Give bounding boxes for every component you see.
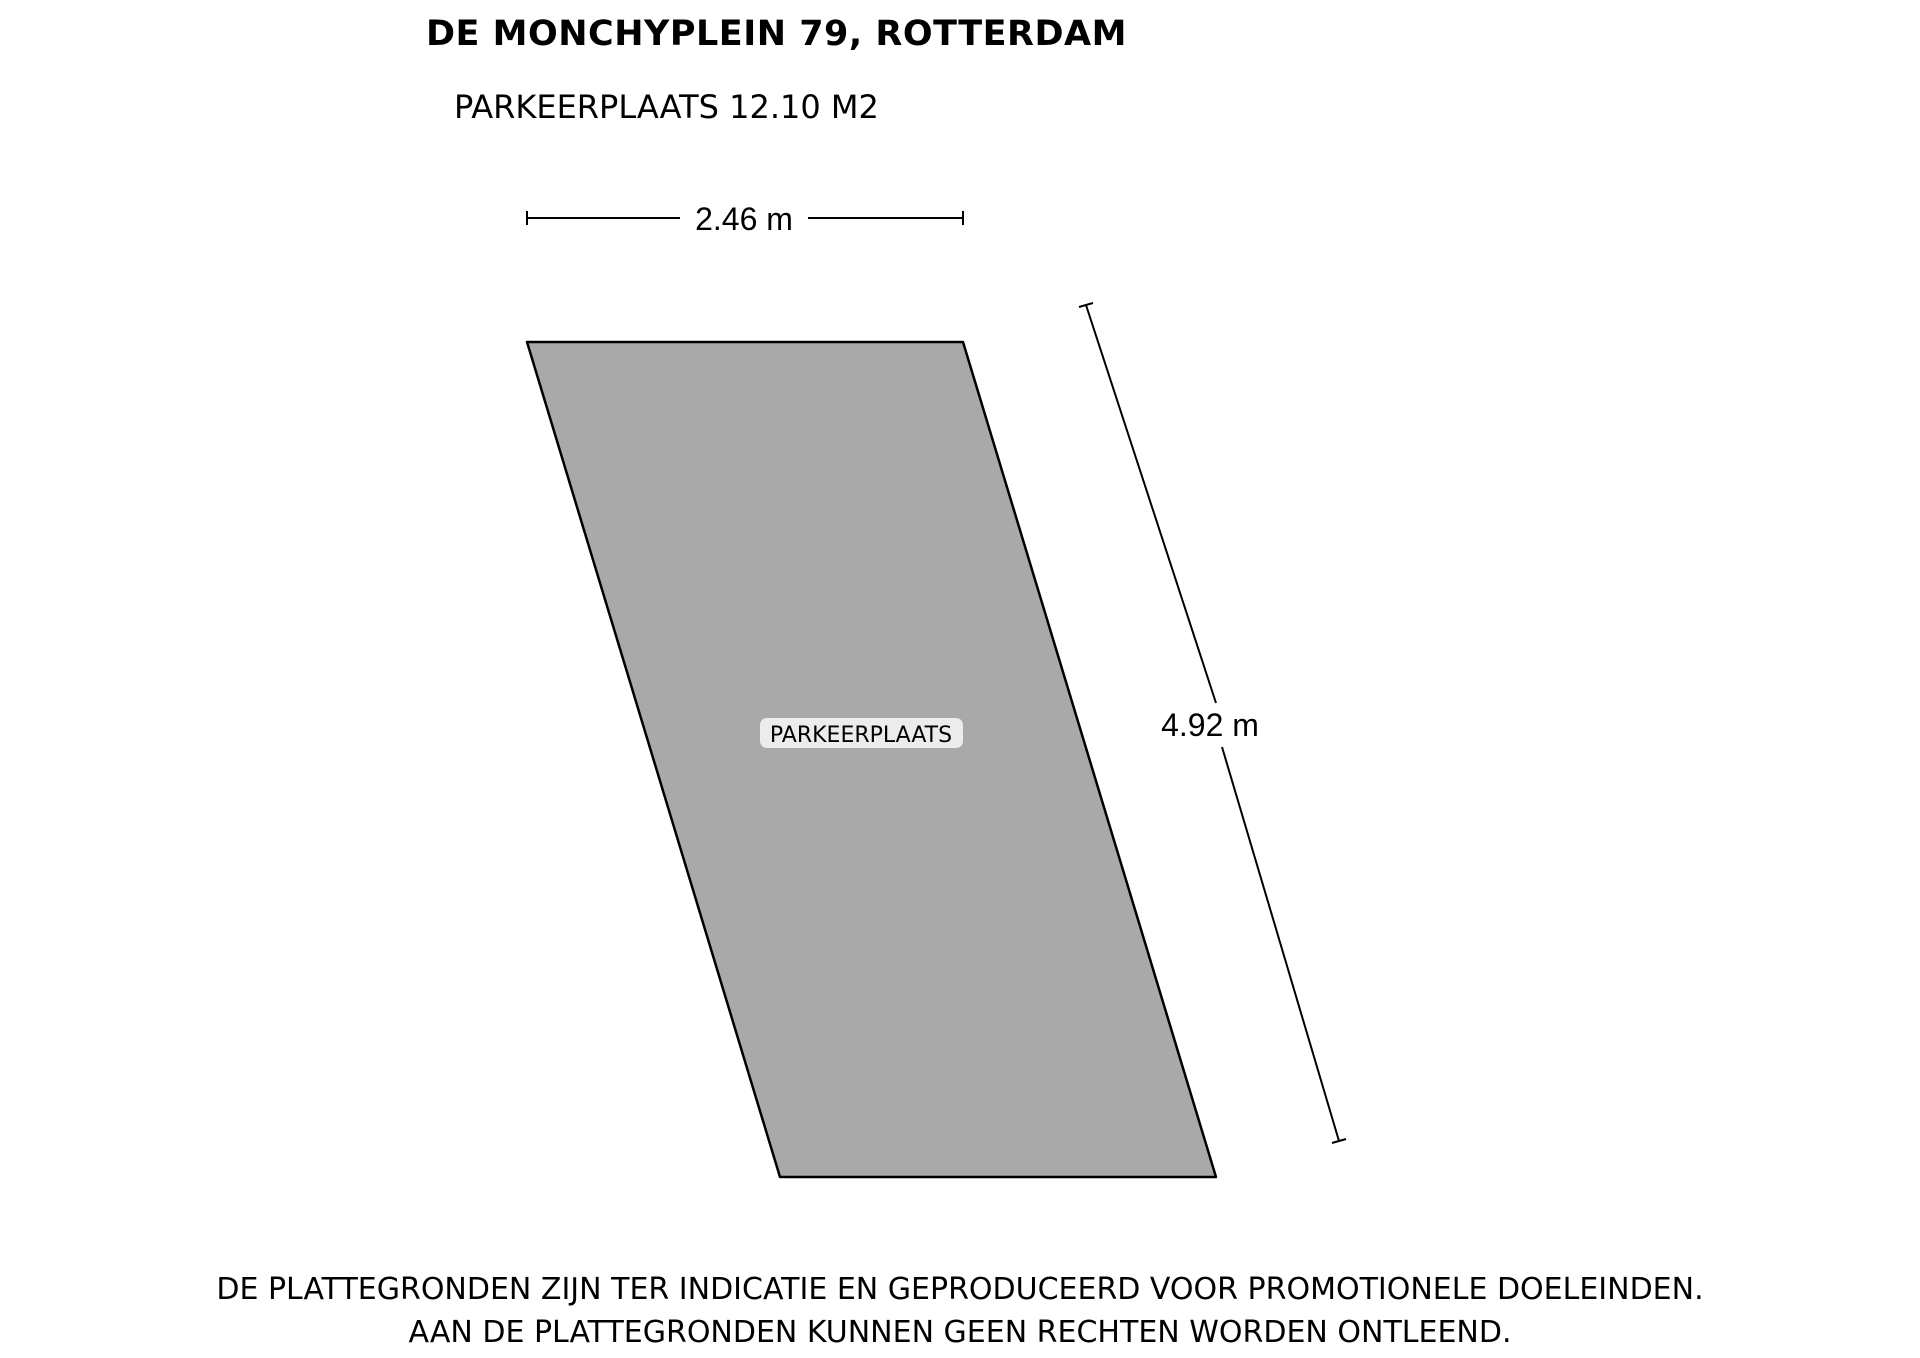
parking-space-area <box>527 342 1216 1177</box>
disclaimer <box>0 1268 1920 1354</box>
room-label: PARKEERPLAATS <box>769 723 953 748</box>
length-dimension-line-bottom <box>1222 747 1339 1141</box>
width-dimension <box>527 201 963 237</box>
page-title: DE MONCHYPLEIN 79, ROTTERDAM <box>426 14 1127 54</box>
room-label-group <box>760 718 963 748</box>
length-dimension-line-top <box>1086 305 1216 703</box>
length-label: 4.92 m <box>1161 707 1259 743</box>
disclaimer-line-2: AAN DE PLATTEGRONDEN KUNNEN GEEN RECHTEN WORDEN ONTLEEND. <box>408 1315 1512 1350</box>
disclaimer-line-1: DE PLATTEGRONDEN ZIJN TER INDICATIE EN GEPRODUCEERD VOOR PROMOTIONELE DOELEINDEN. <box>216 1272 1704 1307</box>
plan-subtitle: PARKEERPLAATS 12.10 M2 <box>454 88 879 126</box>
width-label: 2.46 m <box>695 201 793 237</box>
